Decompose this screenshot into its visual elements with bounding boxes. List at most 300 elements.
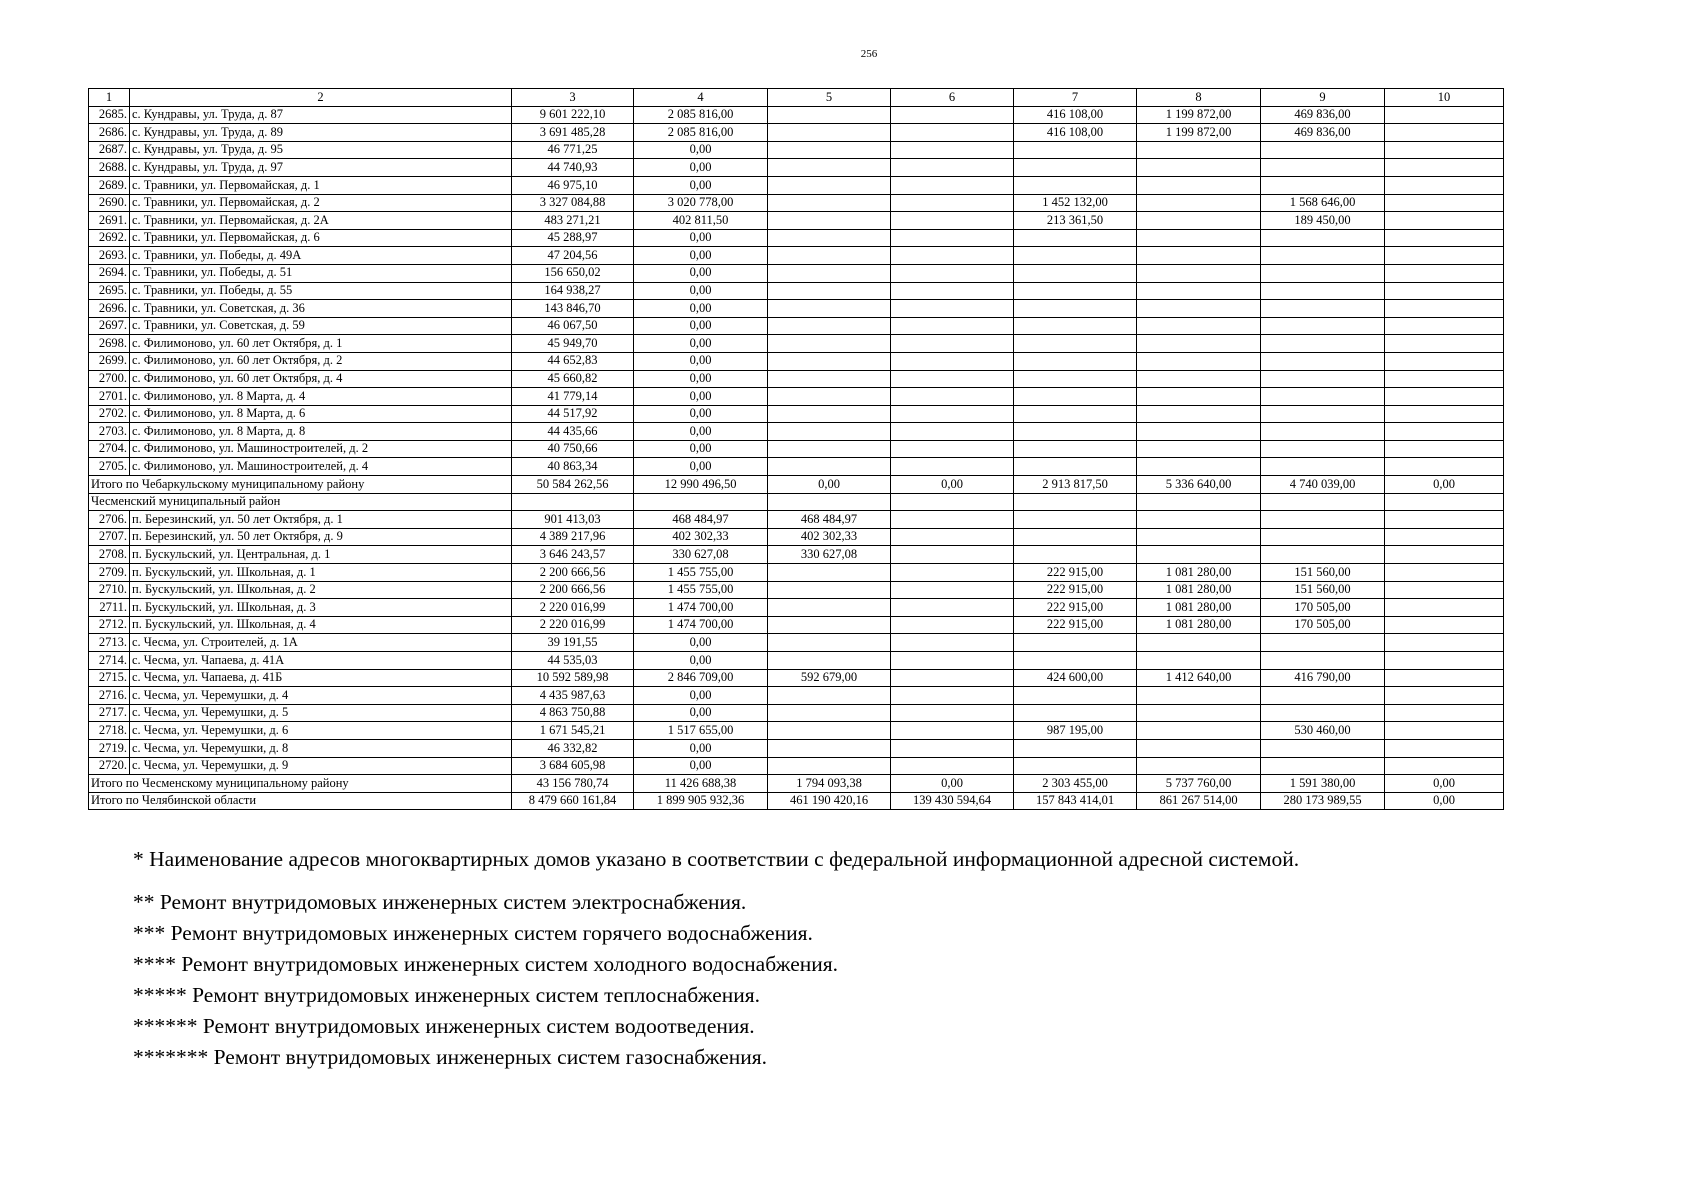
value-cell-c4: 0,00 xyxy=(634,352,768,370)
value-cell-c3: 2 200 666,56 xyxy=(512,564,634,582)
total-row xyxy=(89,775,1504,793)
value-cell-c7 xyxy=(1014,229,1137,247)
value-cell-c10 xyxy=(1385,317,1504,335)
value-cell-c3: 46 332,82 xyxy=(512,739,634,757)
address-cell: с. Чесма, ул. Чапаева, д. 41А xyxy=(130,652,512,670)
address-cell: с. Филимоново, ул. 60 лет Октября, д. 4 xyxy=(130,370,512,388)
value-cell-c8: 1 081 280,00 xyxy=(1137,616,1261,634)
total-value-c6: 0,00 xyxy=(891,775,1014,793)
value-cell-c3: 4 863 750,88 xyxy=(512,704,634,722)
value-cell-c6 xyxy=(891,722,1014,740)
table-row xyxy=(89,300,1504,318)
value-cell-c4: 0,00 xyxy=(634,264,768,282)
value-cell-c7: 213 361,50 xyxy=(1014,212,1137,230)
value-cell-c5: 468 484,97 xyxy=(768,511,891,529)
value-cell-c6 xyxy=(891,528,1014,546)
total-value-c9: 1 591 380,00 xyxy=(1261,775,1385,793)
value-cell-c7: 416 108,00 xyxy=(1014,124,1137,142)
value-cell-c3: 44 517,92 xyxy=(512,405,634,423)
value-cell-c9 xyxy=(1261,335,1385,353)
value-cell-c9 xyxy=(1261,652,1385,670)
value-cell-c6 xyxy=(891,141,1014,159)
row-number: 2717. xyxy=(89,704,130,722)
value-cell-c8 xyxy=(1137,546,1261,564)
value-cell-c6 xyxy=(891,616,1014,634)
row-number: 2687. xyxy=(89,141,130,159)
value-cell-c5 xyxy=(768,317,891,335)
value-cell-c6 xyxy=(891,229,1014,247)
address-cell: с. Чесма, ул. Чапаева, д. 41Б xyxy=(130,669,512,687)
value-cell-c6 xyxy=(891,264,1014,282)
value-cell-c4: 2 846 709,00 xyxy=(634,669,768,687)
total-value-c10: 0,00 xyxy=(1385,775,1504,793)
address-cell: с. Чесма, ул. Черемушки, д. 5 xyxy=(130,704,512,722)
value-cell-c7: 1 452 132,00 xyxy=(1014,194,1137,212)
value-cell-c8: 1 081 280,00 xyxy=(1137,599,1261,617)
address-cell: с. Травники, ул. Советская, д. 36 xyxy=(130,300,512,318)
value-cell-c7: 416 108,00 xyxy=(1014,106,1137,124)
value-cell-c10 xyxy=(1385,511,1504,529)
footnote-address-system: * Наименование адресов многоквартирных домов указано в соответствии с федеральной информационной адресной системой. xyxy=(133,847,1300,871)
value-cell-c4: 0,00 xyxy=(634,229,768,247)
value-cell-c9 xyxy=(1261,511,1385,529)
value-cell-c7: 222 915,00 xyxy=(1014,564,1137,582)
row-number: 2688. xyxy=(89,159,130,177)
value-cell-c4: 3 020 778,00 xyxy=(634,194,768,212)
row-number: 2694. xyxy=(89,264,130,282)
value-cell-c5 xyxy=(768,124,891,142)
address-cell: с. Чесма, ул. Строителей, д. 1А xyxy=(130,634,512,652)
value-cell-c9 xyxy=(1261,423,1385,441)
value-cell-c6 xyxy=(891,546,1014,564)
repair-register-table xyxy=(88,88,1504,810)
value-cell-c4: 0,00 xyxy=(634,176,768,194)
value-cell-c7 xyxy=(1014,634,1137,652)
value-cell-c10 xyxy=(1385,194,1504,212)
value-cell-c6 xyxy=(891,124,1014,142)
table-row xyxy=(89,335,1504,353)
value-cell-c7: 222 915,00 xyxy=(1014,581,1137,599)
address-cell: с. Травники, ул. Победы, д. 51 xyxy=(130,264,512,282)
value-cell-c7: 987 195,00 xyxy=(1014,722,1137,740)
value-cell-c7 xyxy=(1014,687,1137,705)
value-cell-c3: 44 535,03 xyxy=(512,652,634,670)
total-label: Итого по Челябинской области xyxy=(89,792,512,810)
value-cell-c3: 46 975,10 xyxy=(512,176,634,194)
total-value-c9: 280 173 989,55 xyxy=(1261,792,1385,810)
value-cell-c4: 0,00 xyxy=(634,687,768,705)
value-cell-c6 xyxy=(891,564,1014,582)
value-cell-c7 xyxy=(1014,511,1137,529)
address-cell: с. Кундравы, ул. Труда, д. 87 xyxy=(130,106,512,124)
value-cell-c10 xyxy=(1385,528,1504,546)
row-number: 2697. xyxy=(89,317,130,335)
value-cell-c8 xyxy=(1137,317,1261,335)
address-cell: п. Березинский, ул. 50 лет Октября, д. 1 xyxy=(130,511,512,529)
footnote-heating: ***** Ремонт внутридомовых инженерных систем теплоснабжения. xyxy=(133,983,761,1007)
table-row xyxy=(89,405,1504,423)
value-cell-c4: 0,00 xyxy=(634,282,768,300)
row-number: 2716. xyxy=(89,687,130,705)
value-cell-c8: 1 081 280,00 xyxy=(1137,581,1261,599)
total-value-c5: 1 794 093,38 xyxy=(768,775,891,793)
value-cell-c9 xyxy=(1261,634,1385,652)
value-cell-c7 xyxy=(1014,176,1137,194)
footnote-gas: ******* Ремонт внутридомовых инженерных систем газоснабжения. xyxy=(133,1045,768,1069)
total-value-c3: 8 479 660 161,84 xyxy=(512,792,634,810)
value-cell-c9: 170 505,00 xyxy=(1261,616,1385,634)
value-cell-c7 xyxy=(1014,317,1137,335)
value-cell-c10 xyxy=(1385,616,1504,634)
value-cell-c4: 0,00 xyxy=(634,141,768,159)
value-cell-c5 xyxy=(768,141,891,159)
value-cell-c8 xyxy=(1137,528,1261,546)
address-cell: с. Филимоново, ул. 60 лет Октября, д. 1 xyxy=(130,335,512,353)
value-cell-c9 xyxy=(1261,141,1385,159)
table-row xyxy=(89,616,1504,634)
row-number: 2702. xyxy=(89,405,130,423)
value-cell-c9 xyxy=(1261,739,1385,757)
value-cell-c3: 4 389 217,96 xyxy=(512,528,634,546)
address-cell: с. Травники, ул. Первомайская, д. 1 xyxy=(130,176,512,194)
value-cell-c3: 45 660,82 xyxy=(512,370,634,388)
address-cell: с. Филимоново, ул. 60 лет Октября, д. 2 xyxy=(130,352,512,370)
value-cell-c5 xyxy=(768,176,891,194)
total-value-c5: 461 190 420,16 xyxy=(768,792,891,810)
table-row xyxy=(89,106,1504,124)
value-cell-c7: 222 915,00 xyxy=(1014,616,1137,634)
value-cell-c10 xyxy=(1385,458,1504,476)
value-cell-c6 xyxy=(891,652,1014,670)
value-cell-c5 xyxy=(768,634,891,652)
value-cell-c10 xyxy=(1385,634,1504,652)
value-cell-c3: 46 067,50 xyxy=(512,317,634,335)
address-cell: с. Травники, ул. Первомайская, д. 2 xyxy=(130,194,512,212)
value-cell-c6 xyxy=(891,194,1014,212)
value-cell-c3: 3 646 243,57 xyxy=(512,546,634,564)
column-header-7: 7 xyxy=(1014,89,1137,107)
value-cell-c5 xyxy=(768,264,891,282)
value-cell-c6 xyxy=(891,511,1014,529)
value-cell-c8: 1 081 280,00 xyxy=(1137,564,1261,582)
value-cell-c3: 901 413,03 xyxy=(512,511,634,529)
value-cell-c4: 0,00 xyxy=(634,423,768,441)
column-number-header-row xyxy=(89,89,1504,107)
value-cell-c8 xyxy=(1137,739,1261,757)
address-cell: с. Чесма, ул. Черемушки, д. 4 xyxy=(130,687,512,705)
value-cell-c8 xyxy=(1137,247,1261,265)
value-cell-c5 xyxy=(768,652,891,670)
table-row xyxy=(89,687,1504,705)
value-cell-c7 xyxy=(1014,388,1137,406)
value-cell-c5 xyxy=(768,159,891,177)
value-cell-c9 xyxy=(1261,687,1385,705)
column-header-9: 9 xyxy=(1261,89,1385,107)
value-cell-c5 xyxy=(768,335,891,353)
value-cell-c9 xyxy=(1261,546,1385,564)
value-cell-c3: 4 435 987,63 xyxy=(512,687,634,705)
value-cell-c3: 40 750,66 xyxy=(512,440,634,458)
address-cell: п. Бускульский, ул. Школьная, д. 3 xyxy=(130,599,512,617)
value-cell-c6 xyxy=(891,458,1014,476)
address-cell: с. Филимоново, ул. Машиностроителей, д. 2 xyxy=(130,440,512,458)
value-cell-c5 xyxy=(768,722,891,740)
value-cell-c6 xyxy=(891,352,1014,370)
total-value-c7: 2 303 455,00 xyxy=(1014,775,1137,793)
value-cell-c10 xyxy=(1385,704,1504,722)
table-row xyxy=(89,528,1504,546)
value-cell-c6 xyxy=(891,704,1014,722)
value-cell-c3: 46 771,25 xyxy=(512,141,634,159)
value-cell-c10 xyxy=(1385,124,1504,142)
value-cell-c3: 41 779,14 xyxy=(512,388,634,406)
table-row xyxy=(89,511,1504,529)
row-number: 2690. xyxy=(89,194,130,212)
value-cell-c9 xyxy=(1261,176,1385,194)
footnote-cold-water: **** Ремонт внутридомовых инженерных систем холодного водоснабжения. xyxy=(133,952,839,976)
value-cell-c4: 0,00 xyxy=(634,652,768,670)
column-header-10: 10 xyxy=(1385,89,1504,107)
footnote-electricity: ** Ремонт внутридомовых инженерных систем электроснабжения. xyxy=(133,890,747,914)
value-cell-c5 xyxy=(768,370,891,388)
column-header-5: 5 xyxy=(768,89,891,107)
value-cell-c3: 164 938,27 xyxy=(512,282,634,300)
value-cell-c10 xyxy=(1385,423,1504,441)
total-value-c4: 1 899 905 932,36 xyxy=(634,792,768,810)
footnotes xyxy=(133,844,1299,1073)
address-cell: с. Кундравы, ул. Труда, д. 89 xyxy=(130,124,512,142)
value-cell-c4: 0,00 xyxy=(634,300,768,318)
value-cell-c4: 2 085 816,00 xyxy=(634,106,768,124)
value-cell-c3: 40 863,34 xyxy=(512,458,634,476)
table-row xyxy=(89,176,1504,194)
value-cell-c3: 1 671 545,21 xyxy=(512,722,634,740)
total-value-c3: 43 156 780,74 xyxy=(512,775,634,793)
value-cell-c10 xyxy=(1385,405,1504,423)
column-header-4: 4 xyxy=(634,89,768,107)
value-cell-c9 xyxy=(1261,159,1385,177)
value-cell-c4: 1 474 700,00 xyxy=(634,599,768,617)
value-cell-c3: 45 949,70 xyxy=(512,335,634,353)
value-cell-c10 xyxy=(1385,440,1504,458)
value-cell-c4: 0,00 xyxy=(634,704,768,722)
value-cell-c8 xyxy=(1137,194,1261,212)
value-cell-c5 xyxy=(768,739,891,757)
table-row xyxy=(89,458,1504,476)
value-cell-c6 xyxy=(891,370,1014,388)
row-number: 2686. xyxy=(89,124,130,142)
value-cell-c6 xyxy=(891,106,1014,124)
empty-cell xyxy=(1137,493,1261,511)
value-cell-c7 xyxy=(1014,757,1137,775)
value-cell-c4: 402 811,50 xyxy=(634,212,768,230)
value-cell-c7 xyxy=(1014,282,1137,300)
table-row xyxy=(89,194,1504,212)
value-cell-c5 xyxy=(768,247,891,265)
row-number: 2699. xyxy=(89,352,130,370)
table-row xyxy=(89,581,1504,599)
value-cell-c8 xyxy=(1137,264,1261,282)
empty-cell xyxy=(891,493,1014,511)
total-value-c9: 4 740 039,00 xyxy=(1261,476,1385,494)
address-cell: с. Филимоново, ул. 8 Марта, д. 8 xyxy=(130,423,512,441)
section-header-row xyxy=(89,493,1504,511)
address-cell: с. Травники, ул. Победы, д. 55 xyxy=(130,282,512,300)
value-cell-c8: 1 199 872,00 xyxy=(1137,124,1261,142)
address-cell: с. Кундравы, ул. Труда, д. 97 xyxy=(130,159,512,177)
value-cell-c9: 469 836,00 xyxy=(1261,124,1385,142)
address-cell: п. Бускульский, ул. Школьная, д. 2 xyxy=(130,581,512,599)
value-cell-c10 xyxy=(1385,300,1504,318)
value-cell-c8: 1 199 872,00 xyxy=(1137,106,1261,124)
value-cell-c8 xyxy=(1137,212,1261,230)
value-cell-c10 xyxy=(1385,564,1504,582)
value-cell-c6 xyxy=(891,247,1014,265)
value-cell-c4: 0,00 xyxy=(634,159,768,177)
value-cell-c4: 402 302,33 xyxy=(634,528,768,546)
value-cell-c9 xyxy=(1261,388,1385,406)
value-cell-c10 xyxy=(1385,687,1504,705)
value-cell-c7 xyxy=(1014,247,1137,265)
total-value-c7: 2 913 817,50 xyxy=(1014,476,1137,494)
total-row xyxy=(89,792,1504,810)
table-row xyxy=(89,352,1504,370)
row-number: 2714. xyxy=(89,652,130,670)
value-cell-c4: 0,00 xyxy=(634,335,768,353)
row-number: 2705. xyxy=(89,458,130,476)
total-value-c6: 139 430 594,64 xyxy=(891,792,1014,810)
value-cell-c8 xyxy=(1137,352,1261,370)
row-number: 2720. xyxy=(89,757,130,775)
table-row xyxy=(89,212,1504,230)
value-cell-c9: 1 568 646,00 xyxy=(1261,194,1385,212)
row-number: 2691. xyxy=(89,212,130,230)
row-number: 2708. xyxy=(89,546,130,564)
value-cell-c4: 0,00 xyxy=(634,440,768,458)
value-cell-c10 xyxy=(1385,546,1504,564)
value-cell-c5 xyxy=(768,352,891,370)
value-cell-c4: 0,00 xyxy=(634,405,768,423)
footnote-hot-water: *** Ремонт внутридомовых инженерных систем горячего водоснабжения. xyxy=(133,921,813,945)
column-header-2: 2 xyxy=(130,89,512,107)
value-cell-c8 xyxy=(1137,440,1261,458)
value-cell-c4: 330 627,08 xyxy=(634,546,768,564)
value-cell-c5: 330 627,08 xyxy=(768,546,891,564)
value-cell-c4: 0,00 xyxy=(634,370,768,388)
row-number: 2712. xyxy=(89,616,130,634)
value-cell-c9: 530 460,00 xyxy=(1261,722,1385,740)
empty-cell xyxy=(768,493,891,511)
value-cell-c4: 0,00 xyxy=(634,458,768,476)
value-cell-c5 xyxy=(768,282,891,300)
value-cell-c8 xyxy=(1137,634,1261,652)
table-row xyxy=(89,423,1504,441)
value-cell-c5 xyxy=(768,388,891,406)
value-cell-c10 xyxy=(1385,106,1504,124)
table-row xyxy=(89,652,1504,670)
address-cell: с. Травники, ул. Советская, д. 59 xyxy=(130,317,512,335)
value-cell-c7 xyxy=(1014,458,1137,476)
value-cell-c8 xyxy=(1137,141,1261,159)
table-row xyxy=(89,669,1504,687)
value-cell-c5 xyxy=(768,458,891,476)
table-row xyxy=(89,247,1504,265)
value-cell-c4: 1 455 755,00 xyxy=(634,564,768,582)
value-cell-c6 xyxy=(891,687,1014,705)
table-row xyxy=(89,159,1504,177)
address-cell: с. Филимоново, ул. 8 Марта, д. 6 xyxy=(130,405,512,423)
value-cell-c8 xyxy=(1137,159,1261,177)
value-cell-c4: 0,00 xyxy=(634,317,768,335)
table-row xyxy=(89,388,1504,406)
column-header-1: 1 xyxy=(89,89,130,107)
section-label: Чесменский муниципальный район xyxy=(89,493,512,511)
row-number: 2719. xyxy=(89,739,130,757)
value-cell-c3: 39 191,55 xyxy=(512,634,634,652)
value-cell-c3: 2 220 016,99 xyxy=(512,616,634,634)
value-cell-c9 xyxy=(1261,757,1385,775)
value-cell-c8 xyxy=(1137,511,1261,529)
value-cell-c8 xyxy=(1137,652,1261,670)
row-number: 2698. xyxy=(89,335,130,353)
value-cell-c4: 0,00 xyxy=(634,757,768,775)
value-cell-c10 xyxy=(1385,581,1504,599)
value-cell-c6 xyxy=(891,739,1014,757)
table-row xyxy=(89,564,1504,582)
value-cell-c4: 468 484,97 xyxy=(634,511,768,529)
total-value-c10: 0,00 xyxy=(1385,792,1504,810)
value-cell-c5 xyxy=(768,599,891,617)
value-cell-c8 xyxy=(1137,757,1261,775)
value-cell-c3: 2 220 016,99 xyxy=(512,599,634,617)
value-cell-c6 xyxy=(891,757,1014,775)
value-cell-c6 xyxy=(891,300,1014,318)
value-cell-c10 xyxy=(1385,282,1504,300)
total-value-c8: 861 267 514,00 xyxy=(1137,792,1261,810)
total-value-c6: 0,00 xyxy=(891,476,1014,494)
address-cell: с. Филимоново, ул. 8 Марта, д. 4 xyxy=(130,388,512,406)
page-number: 256 xyxy=(860,48,878,60)
value-cell-c7 xyxy=(1014,141,1137,159)
value-cell-c6 xyxy=(891,634,1014,652)
value-cell-c3: 9 601 222,10 xyxy=(512,106,634,124)
value-cell-c6 xyxy=(891,581,1014,599)
value-cell-c6 xyxy=(891,159,1014,177)
row-number: 2707. xyxy=(89,528,130,546)
value-cell-c5 xyxy=(768,440,891,458)
value-cell-c10 xyxy=(1385,652,1504,670)
value-cell-c5 xyxy=(768,616,891,634)
value-cell-c9 xyxy=(1261,370,1385,388)
row-number: 2704. xyxy=(89,440,130,458)
table-row xyxy=(89,141,1504,159)
value-cell-c5 xyxy=(768,229,891,247)
address-cell: п. Бускульский, ул. Школьная, д. 1 xyxy=(130,564,512,582)
row-number: 2711. xyxy=(89,599,130,617)
empty-cell xyxy=(634,493,768,511)
value-cell-c10 xyxy=(1385,212,1504,230)
value-cell-c8 xyxy=(1137,388,1261,406)
total-value-c7: 157 843 414,01 xyxy=(1014,792,1137,810)
footnote-drainage: ****** Ремонт внутридомовых инженерных систем водоотведения. xyxy=(133,1014,755,1038)
value-cell-c10 xyxy=(1385,229,1504,247)
total-label: Итого по Чебаркульскому муниципальному району xyxy=(89,476,512,494)
value-cell-c4: 0,00 xyxy=(634,388,768,406)
row-number: 2703. xyxy=(89,423,130,441)
row-number: 2693. xyxy=(89,247,130,265)
empty-cell xyxy=(1385,493,1504,511)
table-row xyxy=(89,722,1504,740)
